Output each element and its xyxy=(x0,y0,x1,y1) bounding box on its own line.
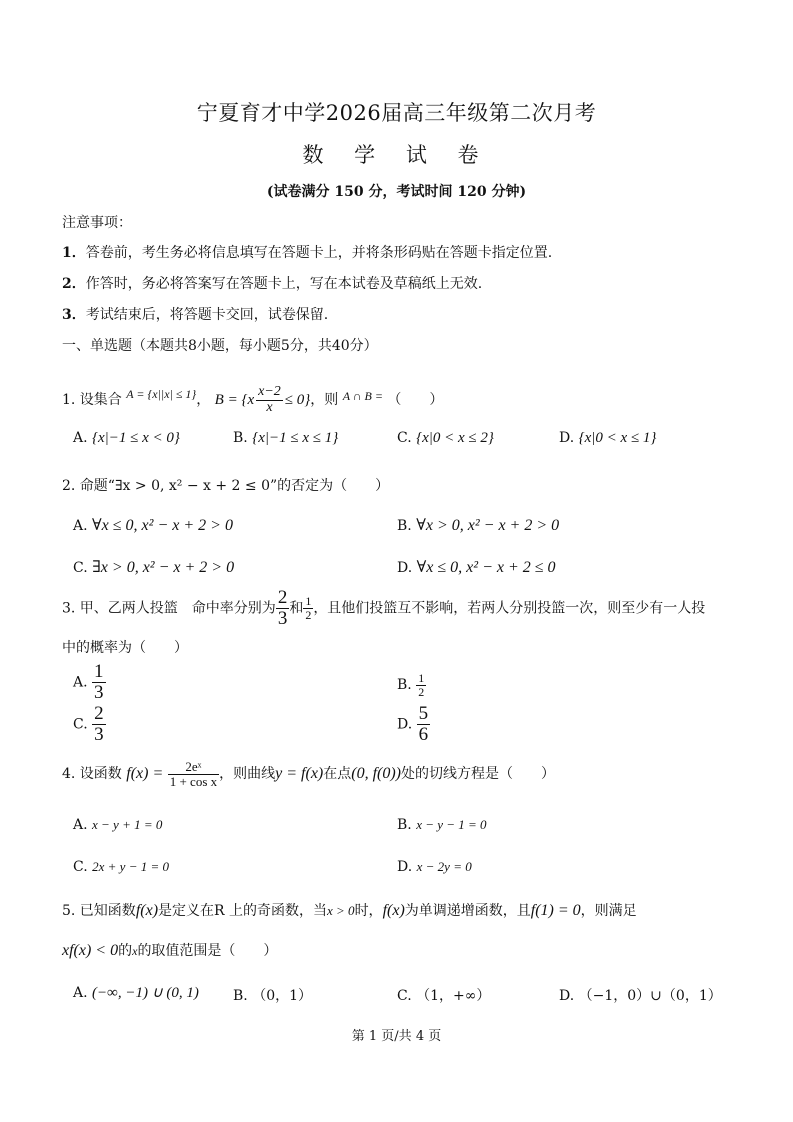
q1-ask: A ∩ B = xyxy=(342,389,383,403)
q1-set-b-tail: ≤ 0} xyxy=(284,392,311,408)
q3-suffix: ，且他们投篮互不影响，若两人分别投篮一次，则至少有一人投 xyxy=(313,600,706,617)
q1-option-a-text: {x|−1 ≤ x < 0} xyxy=(92,430,180,446)
note-1-text: 答卷前，考生务必将信息填写在答题卡上，并将条形码贴在答题卡指定位置. xyxy=(85,245,553,261)
note-2-text: 作答时，务必将答案写在答题卡上，写在本试卷及草稿纸上无效. xyxy=(85,276,483,292)
q5-p7: 的取值范围是（ ） xyxy=(137,943,278,959)
q4-option-d-label: D. xyxy=(397,859,413,875)
q2-option-b-label: B. xyxy=(397,518,412,534)
q3-option-c-denominator: 3 xyxy=(94,723,104,745)
q3-option-d-label: D. xyxy=(397,716,413,733)
question-2-stem: 2. 命题“∃x > 0, x² − x + 2 ≤ 0”的否定为（ ） xyxy=(62,478,390,494)
q4-point: (0, f(0)) xyxy=(351,765,402,782)
note-3-number: 3． xyxy=(62,307,86,323)
notes-heading: 注意事项： xyxy=(62,215,132,231)
question-3-stem xyxy=(62,588,705,629)
q4-denominator: 1 + cos x xyxy=(169,773,218,789)
q3-option-b-numerator: 1 xyxy=(418,671,425,685)
q5-option-c-label: C. xyxy=(397,988,412,1004)
note-3-text: 考试结束后，将答题卡交回，试卷保留. xyxy=(85,307,329,323)
q3-and: 和 xyxy=(289,600,304,617)
section-title: 一、单选题（本题共8小题，每小题5分，共40分） xyxy=(62,338,378,354)
question-4-stem xyxy=(62,754,555,794)
q5-p4: 为单调递增函数，且 xyxy=(404,903,531,919)
q4-option-d xyxy=(397,859,472,875)
q1-option-a xyxy=(73,430,180,447)
note-1 xyxy=(62,242,552,262)
q1-option-c xyxy=(397,430,494,447)
q4-curve: y = f(x) xyxy=(275,765,324,782)
q1-option-c-text: {x|0 < x ≤ 2} xyxy=(416,430,494,446)
q4-at: 在点 xyxy=(323,766,352,782)
exam-meta: (试卷满分 150 分，考试时间 120 分钟) xyxy=(266,184,527,200)
q3-option-c-fraction xyxy=(92,704,106,745)
q3-fraction-2-denominator: 2 xyxy=(305,607,312,622)
q3-option-c xyxy=(73,704,106,745)
q2-option-c xyxy=(73,557,234,577)
q3-fraction-1 xyxy=(276,588,290,629)
q5-p1: 5. 已知函数 xyxy=(62,903,136,919)
q4-option-a-label: A. xyxy=(73,817,88,833)
q1-prefix: 1. 设集合 xyxy=(62,392,122,408)
q3-fraction-2 xyxy=(303,595,313,621)
q3-option-a xyxy=(73,662,106,703)
q5-p2: 是定义在R 上的奇函数，当 xyxy=(158,903,328,919)
q5-fx2: f(x) xyxy=(382,902,405,919)
q5-option-b-label: B. xyxy=(233,988,248,1004)
q1-suffix: ，则 xyxy=(310,392,339,408)
exam-subtitle: 数 学 试 卷 xyxy=(302,143,491,167)
q4-option-b xyxy=(397,817,487,833)
q4-option-c-label: C. xyxy=(73,859,88,875)
q3-prefix: 3. 甲、乙两人投篮 命中率分别为 xyxy=(62,600,276,617)
q5-option-c xyxy=(397,985,490,1005)
q3-option-a-label: A. xyxy=(73,674,88,691)
question-1-stem xyxy=(62,380,443,415)
q3-option-b xyxy=(397,672,426,698)
q4-numerator: 2eˣ xyxy=(168,760,219,775)
q5-xvar: x xyxy=(132,944,138,958)
q5-f1: f(1) = 0 xyxy=(530,902,581,919)
q5-p3: 时， xyxy=(354,903,383,919)
q4-mid: ，则曲线 xyxy=(219,766,276,782)
q5-cond: x > 0 xyxy=(327,903,355,918)
q2-option-c-label: C. xyxy=(73,560,88,576)
q1-option-b-text: {x|−1 ≤ x ≤ 1} xyxy=(252,430,339,446)
q3-option-b-fraction xyxy=(416,672,426,698)
q2-option-d xyxy=(397,557,556,577)
q3-option-a-numerator: 1 xyxy=(94,661,104,682)
q1-set-b-lead: B = {x xyxy=(214,392,255,408)
q4-option-b-label: B. xyxy=(397,817,412,833)
q1-set-b-fraction xyxy=(256,385,283,415)
q1-set-a: A = {x||x| ≤ 1} xyxy=(126,387,197,401)
q1-paren: （ ） xyxy=(387,392,444,408)
q3-line-2: 中的概率为（ ） xyxy=(62,640,188,656)
q4-option-c xyxy=(73,859,169,875)
q3-option-d-numerator: 5 xyxy=(418,703,429,724)
q5-option-d xyxy=(559,985,722,1005)
q2-option-a xyxy=(73,515,233,535)
q3-option-d-denominator: 6 xyxy=(418,723,429,745)
q2-option-a-text: ∀x ≤ 0, x² − x + 2 > 0 xyxy=(92,517,233,534)
q1-set-b-numerator: x−2 xyxy=(258,383,281,399)
q2-option-b-text: ∀x > 0, x² − x + 2 > 0 xyxy=(416,517,560,534)
q5-option-a-label: A. xyxy=(73,985,88,1001)
exam-title: 宁夏育才中学2026届高三年级第二次月考 xyxy=(196,101,597,125)
q2-option-b xyxy=(397,515,559,535)
q3-option-a-fraction xyxy=(92,662,106,703)
q5-ineq: xf(x) < 0 xyxy=(62,942,119,959)
q1-option-d-text: {x|0 < x ≤ 1} xyxy=(578,430,657,446)
q3-option-d-fraction xyxy=(417,704,431,745)
question-5-stem xyxy=(62,900,637,920)
q3-fraction-1-denominator: 3 xyxy=(277,607,288,629)
q4-option-c-text: 2x + y − 1 = 0 xyxy=(92,859,169,874)
q5-fx: f(x) xyxy=(135,902,159,919)
q2-option-d-text: ∀x ≤ 0, x² − x + 2 ≤ 0 xyxy=(416,559,556,576)
q1-option-a-label: A. xyxy=(73,430,88,446)
q3-option-b-label: B. xyxy=(397,677,412,694)
q1-comma: ， xyxy=(196,392,211,408)
q1-option-d xyxy=(559,430,656,447)
q2-option-a-label: A. xyxy=(73,518,88,534)
q4-option-a xyxy=(73,817,162,833)
q5-option-c-text: （1，+∞） xyxy=(416,988,491,1004)
q1-option-c-label: C. xyxy=(397,430,412,446)
q5-option-a-text: (−∞, −1) ∪ (0, 1) xyxy=(92,985,199,1001)
q3-fraction-1-numerator: 2 xyxy=(277,587,288,608)
q4-fraction xyxy=(168,760,219,788)
q4-prefix: 4. 设函数 xyxy=(62,766,122,782)
note-1-number: 1． xyxy=(62,245,86,261)
question-5-stem-line-2 xyxy=(62,940,277,960)
q3-option-c-numerator: 2 xyxy=(94,703,104,724)
q2-option-d-label: D. xyxy=(397,560,413,576)
q3-fraction-2-numerator: 1 xyxy=(305,594,312,609)
q4-option-d-text: x − 2y = 0 xyxy=(416,859,472,874)
note-3 xyxy=(62,304,328,324)
q4-option-a-text: x − y + 1 = 0 xyxy=(92,817,163,832)
q2-option-c-text: ∃x > 0, x² − x + 2 > 0 xyxy=(92,559,235,576)
q5-option-d-label: D. xyxy=(559,988,575,1004)
q5-p5: ，则满足 xyxy=(580,903,637,919)
q3-option-b-denominator: 2 xyxy=(418,684,425,699)
q4-suffix: 处的切线方程是（ ） xyxy=(401,766,556,782)
q5-option-b xyxy=(233,985,312,1005)
q4-option-b-text: x − y − 1 = 0 xyxy=(416,817,487,832)
q5-option-d-text: （−1，0）∪（0，1） xyxy=(578,988,722,1004)
note-2-number: 2． xyxy=(62,276,86,292)
q1-option-d-label: D. xyxy=(559,430,575,446)
q1-option-b-label: B. xyxy=(233,430,248,446)
q3-option-c-label: C. xyxy=(73,716,88,733)
q3-option-d xyxy=(397,704,430,745)
q1-option-b xyxy=(233,430,338,447)
q5-option-a xyxy=(73,983,199,1002)
q5-p6: 的 xyxy=(118,943,133,959)
q1-set-b-denominator: x xyxy=(266,399,273,415)
page-footer: 第 1 页/共 4 页 xyxy=(351,1029,442,1044)
note-2 xyxy=(62,273,482,293)
q5-option-b-text: （0，1） xyxy=(252,988,313,1004)
q3-option-a-denominator: 3 xyxy=(94,681,104,703)
q4-fx: f(x) = xyxy=(126,765,164,782)
